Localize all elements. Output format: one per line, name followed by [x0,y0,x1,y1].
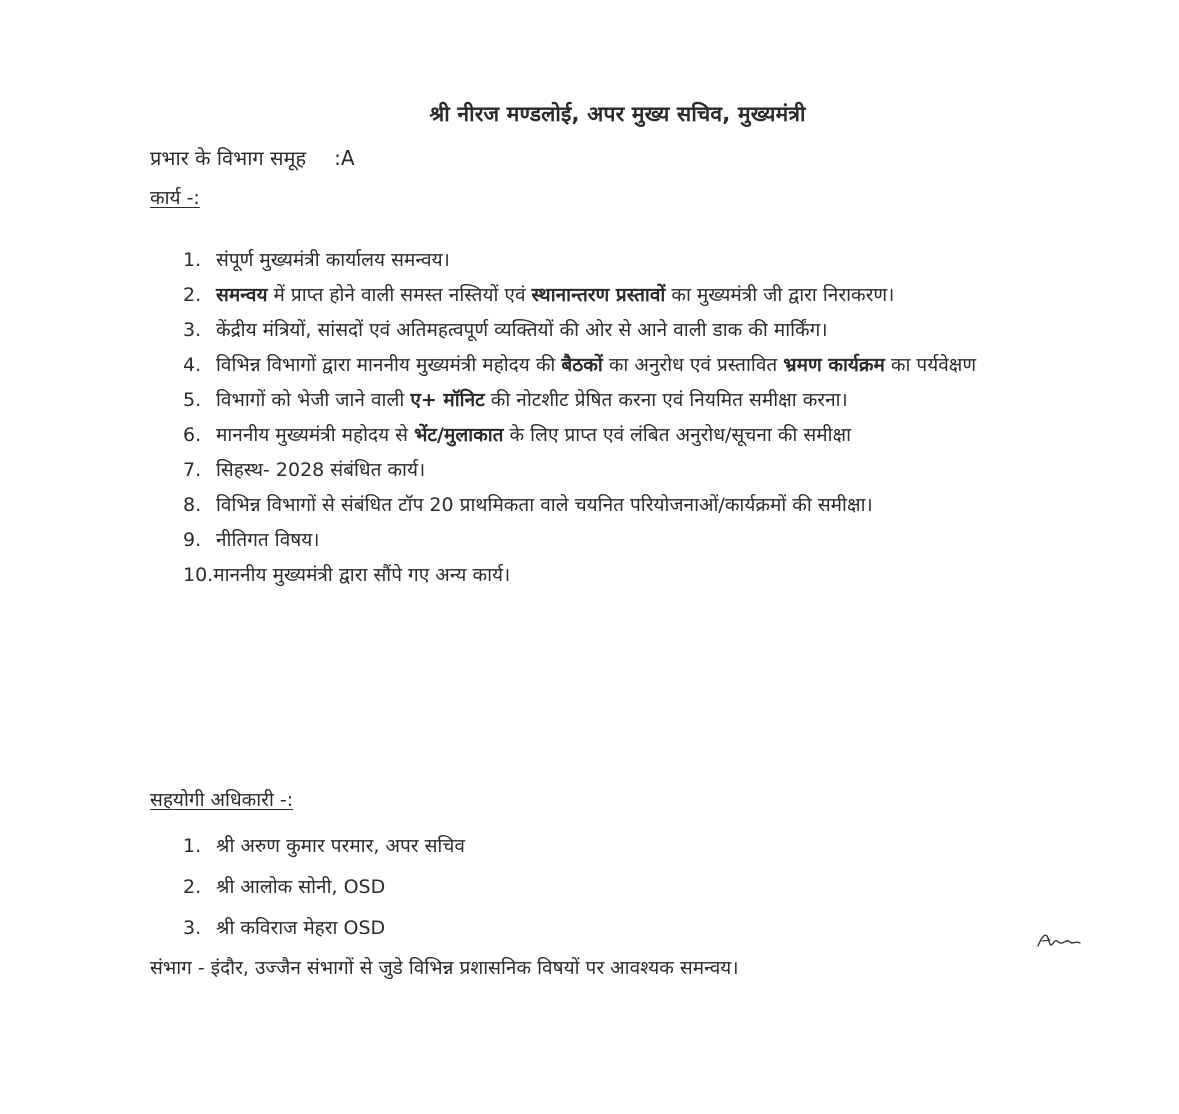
item-text: विभिन्न विभागों से संबंधित टॉप 20 प्राथमिकता वाले चयनित परियोजनाओं/कार्यक्रमों की समीक्षा। [216,494,873,516]
list-item [183,278,1023,313]
item-number: 4. [183,354,202,376]
item-number: 7. [183,459,202,481]
item-number: 1. [183,835,202,857]
list-item [183,418,1023,453]
item-bold-text: ए+ मॉनिट [410,389,485,411]
officers-heading: सहयोगी अधिकारी -: [150,789,294,811]
list-item [183,243,1023,278]
officer-name: श्री आलोक सोनी, OSD [216,876,386,898]
item-number: 8. [183,494,202,516]
list-item [183,558,1023,593]
item-bold-text: समन्वय [216,284,268,306]
department-group-line [150,146,355,170]
item-number: 2. [183,284,202,306]
item-bold-text: भेंट/मुलाकात [414,424,504,446]
item-number: 5. [183,389,202,411]
item-text: के लिए प्राप्त एवं लंबित अनुरोध/सूचना की समीक्षा [503,424,852,446]
item-text: माननीय मुख्यमंत्री द्वारा सौंपे गए अन्य कार्य। [213,564,511,586]
signature-mark [1036,928,1084,954]
list-item [183,383,1023,418]
list-item [183,826,465,867]
document-title [0,100,1179,128]
item-text: संपूर्ण मुख्यमंत्री कार्यालय समन्वय। [216,249,450,271]
item-number: 1. [183,249,202,271]
list-item [183,867,465,908]
item-number: 3. [183,917,202,939]
item-number: 10. [183,564,214,586]
item-bold-text: भ्रमण कार्यक्रम [783,354,885,376]
tasks-heading: कार्य -: [150,187,200,209]
officers-list [183,826,465,949]
item-text: नीतिगत विषय। [216,529,320,551]
item-text: केंद्रीय मंत्रियों, सांसदों एवं अतिमहत्वपूर्ण व्यक्तियों की ओर से आने वाली डाक की मार्किंग। [216,319,828,341]
list-item [183,523,1023,558]
tasks-list [183,243,1023,593]
item-text: में प्राप्त होने वाली समस्त नस्तियों एवं [267,284,532,306]
item-text: का अनुरोध एवं प्रस्तावित [602,354,784,376]
list-item [183,453,1023,488]
item-text: का पर्यवेक्षण [884,354,977,376]
item-text: विभिन्न विभागों द्वारा माननीय मुख्यमंत्री महोदय की [216,354,562,376]
list-item [183,313,1023,348]
list-item [183,908,465,949]
item-text: का मुख्यमंत्री जी द्वारा निराकरण। [665,284,895,306]
item-text: की नोटशीट प्रेषित करना एवं नियमित समीक्षा करना। [484,389,848,411]
item-number: 6. [183,424,202,446]
item-text: सिहस्थ- 2028 संबंधित कार्य। [216,459,426,481]
item-text: विभागों को भेजी जाने वाली [216,389,411,411]
item-bold-text: स्थानान्तरण प्रस्तावों [531,284,666,306]
list-item [183,348,1023,383]
item-bold-text: बैठकों [561,354,603,376]
sambhag-line: संभाग - इंदौर, उज्जैन संभागों से जुडे विभिन्न प्रशासनिक विषयों पर आवश्यक समन्वय। [150,957,739,979]
officer-name: श्री अरुण कुमार परमार, अपर सचिव [216,835,465,857]
officer-name: श्री कविराज मेहरा OSD [216,917,386,939]
item-number: 9. [183,529,202,551]
title-text: श्री नीरज मण्डलोई, अपर मुख्य सचिव, मुख्यमंत्री [429,102,806,126]
item-text: माननीय मुख्यमंत्री महोदय से [216,424,415,446]
item-number: 3. [183,319,202,341]
group-value: :A [334,146,355,170]
group-label: प्रभार के विभाग समूह [150,146,307,170]
item-number: 2. [183,876,202,898]
list-item [183,488,1023,523]
